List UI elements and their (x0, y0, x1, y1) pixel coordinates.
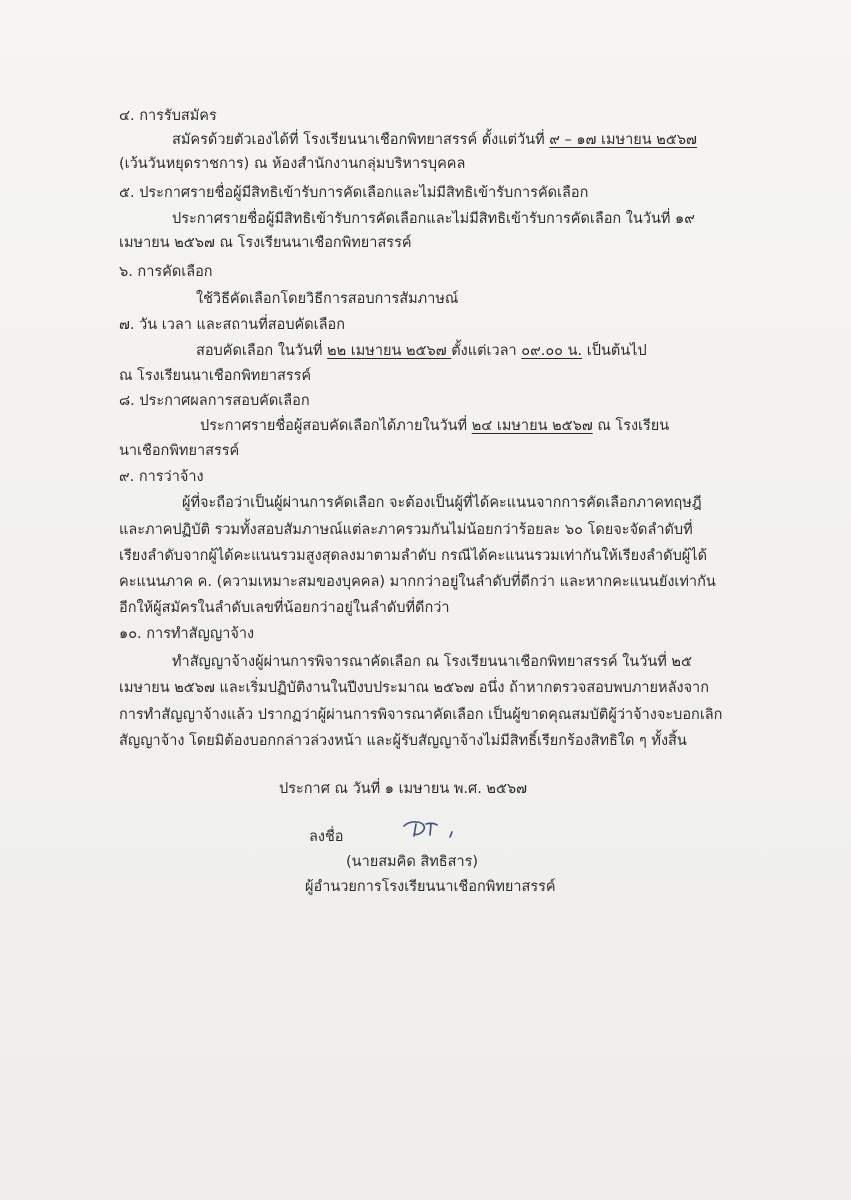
section-7-time-label: ตั้งแต่เวลา (451, 343, 522, 359)
section-7-heading: ๗. วัน เวลา และสถานที่สอบคัดเลือก (119, 317, 345, 333)
section-9-line-4: คะแนนภาค ค. (ความเหมาะสมของบุคคล) มากกว่าอยู่ในลำดับที่ดีกว่า และหากคะแนนยังเท่ากัน (119, 574, 716, 590)
section-8-heading: ๘. ประกาศผลการสอบคัดเลือก (119, 393, 310, 409)
section-8-line-2: นาเชือกพิทยาสรรค์ (119, 443, 240, 459)
section-10-heading: ๑๐. การทำสัญญาจ้าง (119, 626, 255, 642)
section-7-date: ๒๒ เมษายน ๒๕๖๗ (327, 343, 452, 359)
section-7-text-end: เป็นต้นไป (582, 343, 647, 359)
section-5-heading: ๕. ประกาศรายชื่อผู้มีสิทธิเข้ารับการคัดเลือกและไม่มีสิทธิเข้ารับการคัดเลือก (119, 185, 589, 201)
section-9-heading: ๙. การว่าจ้าง (119, 469, 204, 485)
section-9-line-1: ผู้ที่จะถือว่าเป็นผู้ผ่านการคัดเลือก จะต้องเป็นผู้ที่ได้คะแนนจากการคัดเลือกภาคทฤษฎี (182, 495, 702, 511)
section-8-date: ๒๔ เมษายน ๒๕๖๗ (471, 418, 593, 434)
section-8-text-end: ณ โรงเรียน (592, 418, 670, 434)
signer-title: ผู้อำนวยการโรงเรียนนาเชือกพิทยาสรรค์ (305, 879, 556, 895)
section-4-heading: ๔. การรับสมัคร (119, 108, 217, 124)
handwritten-signature (400, 818, 470, 844)
section-5-line-1: ประกาศรายชื่อผู้มีสิทธิเข้ารับการคัดเลือกและไม่มีสิทธิเข้ารับการคัดเลือก ในวันที่ ๑๙ (172, 211, 695, 227)
section-6-heading: ๖. การคัดเลือก (119, 264, 213, 280)
announcement-date: ประกาศ ณ วันที่ ๑ เมษายน พ.ศ. ๒๕๖๗ (279, 781, 528, 797)
section-4-line-2: (เว้นวันหยุดราชการ) ณ ห้องสำนักงานกลุ่มบริหารบุคคล (119, 156, 466, 172)
section-7-line-1 (196, 341, 647, 361)
sign-label: ลงชื่อ (309, 829, 344, 845)
section-6-line-1: ใช้วิธีคัดเลือกโดยวิธีการสอบการสัมภาษณ์ (196, 291, 459, 307)
section-10-line-2: เมษายน ๒๕๖๗ และเริ่มปฏิบัติงานในปีงบประมาณ ๒๕๖๗ อนึ่ง ถ้าหากตรวจสอบพบภายหลังจาก (119, 680, 709, 696)
section-5-line-2: เมษายน ๒๕๖๗ ณ โรงเรียนนาเชือกพิทยาสรรค์ (119, 235, 412, 251)
section-4-line-1 (172, 130, 697, 150)
section-10-line-1: ทำสัญญาจ้างผู้ผ่านการพิจารณาคัดเลือก ณ โรงเรียนนาเชือกพิทยาสรรค์ ในวันที่ ๒๕ (172, 654, 692, 670)
section-7-time: ๐๙.๐๐ น. (521, 343, 583, 359)
section-7-line-2: ณ โรงเรียนนาเชือกพิทยาสรรค์ (119, 368, 312, 384)
section-8-text: ประกาศรายชื่อผู้สอบคัดเลือกได้ภายในวันที่ (200, 418, 472, 434)
section-9-line-5: อีกให้ผู้สมัครในลำดับเลขที่น้อยกว่าอยู่ในลำดับที่ดีกว่า (119, 600, 450, 616)
section-8-line-1 (200, 416, 669, 436)
section-4-date: ๙ – ๑๗ เมษายน ๒๕๖๗ (549, 132, 697, 148)
section-9-line-3: เรียงลำดับจากผู้ได้คะแนนรวมสูงสุดลงมาตามลำดับ กรณีได้คะแนนรวมเท่ากันให้เรียงลำดับผู้ได้ (119, 548, 708, 564)
section-9-line-2: และภาคปฏิบัติ รวมทั้งสอบสัมภาษณ์แต่ละภาครวมกันไม่น้อยกว่าร้อยละ ๖๐ โดยจะจัดลำดับที่ (119, 522, 693, 538)
section-7-text: สอบคัดเลือก ในวันที่ (196, 343, 328, 359)
section-10-line-4: สัญญาจ้าง โดยมิต้องบอกกล่าวล่วงหน้า และผู้รับสัญญาจ้างไม่มีสิทธิ์เรียกร้องสิทธิใด ๆ ทั้งสิ้น (119, 733, 687, 749)
section-4-text: สมัครด้วยตัวเองได้ที่ โรงเรียนนาเชือกพิทยาสรรค์ ตั้งแต่วันที่ (172, 132, 550, 148)
signer-name: (นายสมคิด สิทธิสาร) (346, 854, 479, 870)
section-10-line-3: การทำสัญญาจ้างแล้ว ปรากฏว่าผู้ผ่านการพิจารณาคัดเลือก เป็นผู้ขาดคุณสมบัติผู้ว่าจ้างจะบอกเลิก (119, 707, 723, 723)
